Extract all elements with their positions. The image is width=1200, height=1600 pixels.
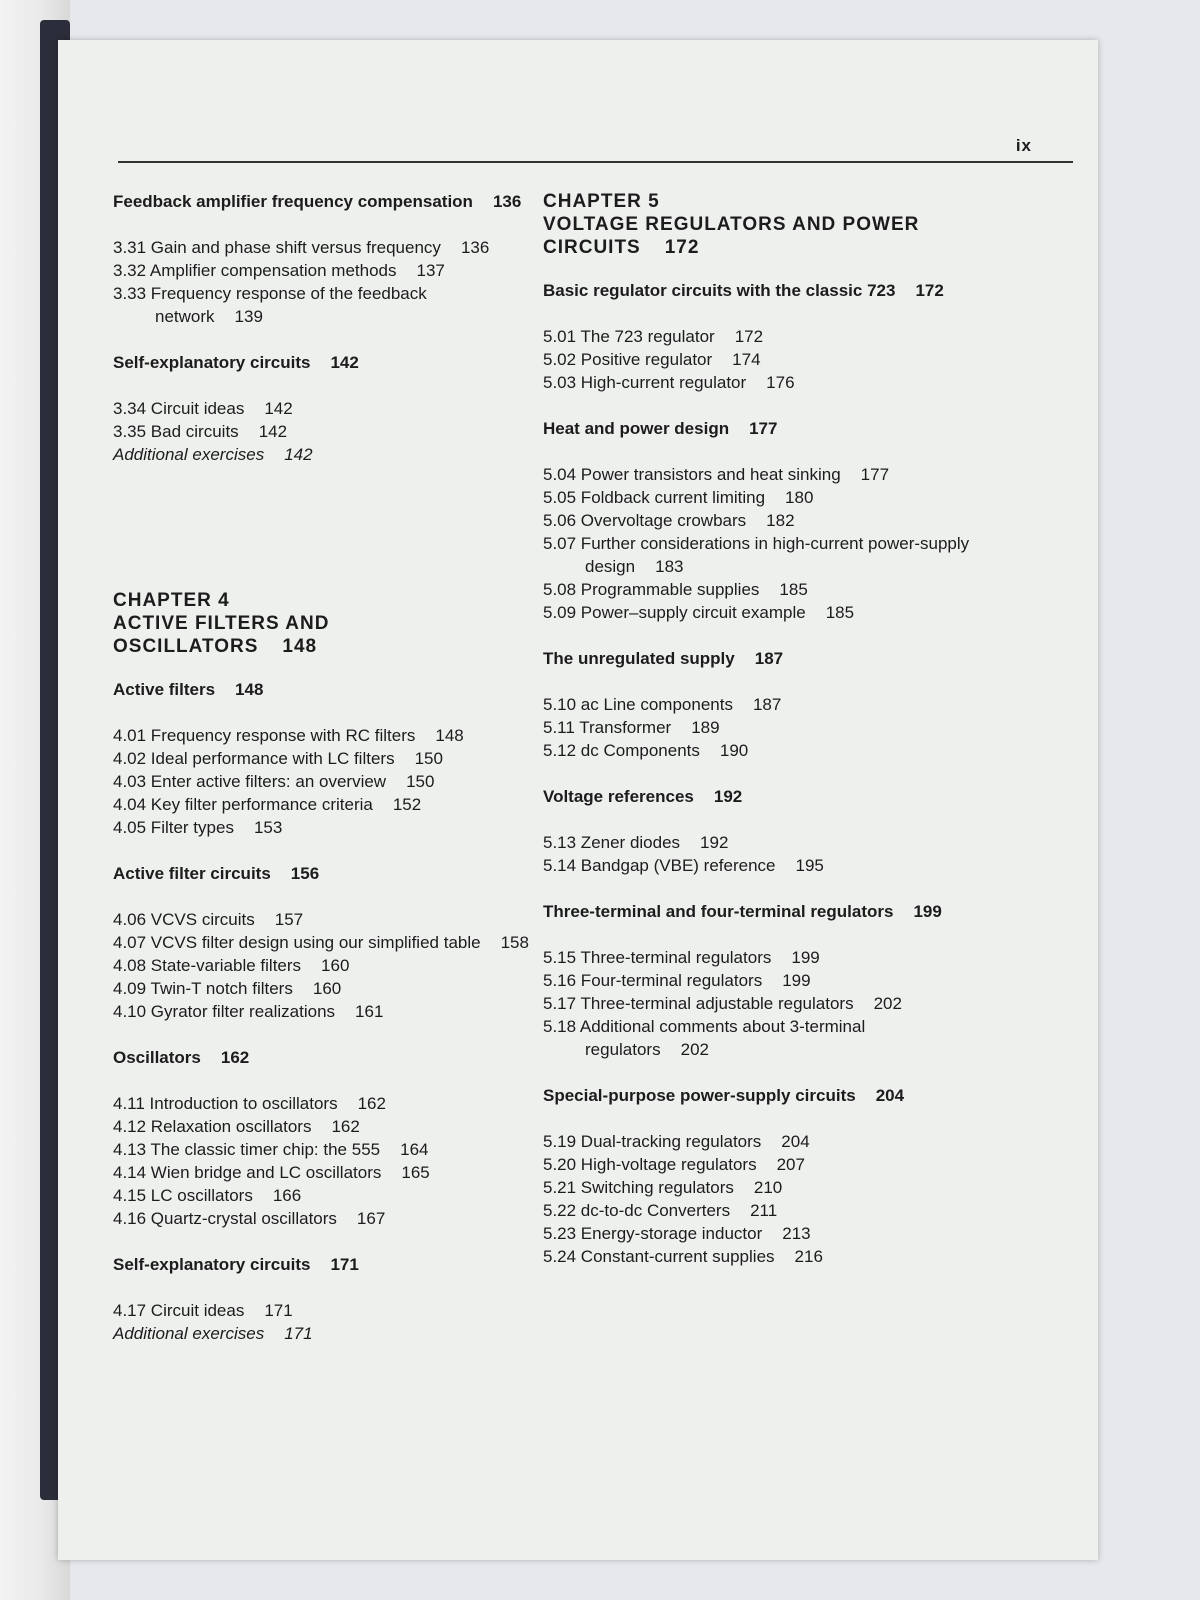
toc-entry bbox=[113, 443, 533, 466]
toc-entry bbox=[543, 854, 983, 877]
section-heading-page: 204 bbox=[875, 1086, 905, 1105]
entry-list bbox=[543, 1130, 983, 1268]
section-heading-page: 177 bbox=[749, 419, 778, 438]
toc-entry-page: 174 bbox=[732, 350, 761, 369]
toc-left-column bbox=[113, 190, 533, 1368]
toc-entry bbox=[113, 724, 533, 747]
toc-entry bbox=[543, 486, 983, 509]
book-page bbox=[58, 40, 1098, 1560]
toc-entry-title: 4.13 The classic timer chip: the 555 bbox=[113, 1140, 381, 1159]
toc-entry bbox=[543, 532, 983, 578]
toc-entry-page: 160 bbox=[321, 956, 350, 975]
toc-entry bbox=[543, 739, 983, 762]
toc-entry-title: 5.22 dc-to-dc Converters bbox=[543, 1201, 731, 1220]
toc-entry-page: 167 bbox=[356, 1209, 386, 1228]
toc-entry-page: 142 bbox=[284, 445, 313, 464]
toc-entry-page: 195 bbox=[795, 856, 824, 875]
toc-entry bbox=[113, 1000, 533, 1023]
toc-entry bbox=[543, 578, 983, 601]
chapter-label: CHAPTER 4 bbox=[113, 590, 230, 611]
section-heading bbox=[113, 862, 533, 885]
toc-entry bbox=[543, 1130, 983, 1153]
section-heading-text: Active filter circuits bbox=[113, 864, 271, 883]
toc-entry-page: 199 bbox=[791, 948, 820, 967]
toc-entry bbox=[543, 348, 983, 371]
toc-entry-page: 157 bbox=[274, 910, 304, 929]
toc-entry bbox=[113, 793, 533, 816]
entry-list bbox=[113, 724, 533, 839]
section-heading-text: Three-terminal and four-terminal regulators bbox=[543, 902, 894, 921]
toc-entry bbox=[113, 931, 533, 954]
toc-entry-title: 4.09 Twin-T notch filters bbox=[113, 979, 293, 998]
toc-entry-title: 5.07 Further considerations in high-current power-supply design bbox=[543, 534, 970, 576]
section-heading-page: 171 bbox=[330, 1255, 359, 1274]
section-heading-page: 199 bbox=[913, 902, 942, 921]
chapter-page: 172 bbox=[664, 237, 700, 258]
toc-entry bbox=[543, 1176, 983, 1199]
toc-entry-title: 4.04 Key filter performance criteria bbox=[113, 795, 373, 814]
toc-entry-page: 182 bbox=[766, 511, 795, 530]
toc-entry-page: 210 bbox=[753, 1178, 783, 1197]
toc-entry-page: 136 bbox=[460, 238, 490, 257]
toc-entry-title: 5.10 ac Line components bbox=[543, 695, 733, 714]
section-heading bbox=[543, 900, 983, 923]
toc-entry-title: 4.02 Ideal performance with LC filters bbox=[113, 749, 395, 768]
toc-entry-page: 202 bbox=[680, 1040, 709, 1059]
toc-entry-page: 177 bbox=[860, 465, 890, 484]
section-heading bbox=[543, 1084, 983, 1107]
entry-list bbox=[113, 1299, 533, 1345]
toc-entry-page: 190 bbox=[719, 741, 749, 760]
toc-entry bbox=[113, 420, 533, 443]
toc-entry-page: 171 bbox=[284, 1324, 313, 1343]
toc-entry-title: 4.03 Enter active filters: an overview bbox=[113, 772, 387, 791]
toc-entry-title: 4.12 Relaxation oscillators bbox=[113, 1117, 312, 1136]
toc-entry-page: 183 bbox=[655, 557, 684, 576]
toc-entry bbox=[113, 977, 533, 1000]
toc-entry-title: 5.12 dc Components bbox=[543, 741, 700, 760]
toc-entry bbox=[113, 1207, 533, 1230]
toc-entry-title: 3.33 Frequency response of the feedback network bbox=[113, 284, 427, 326]
toc-entry-page: 213 bbox=[782, 1224, 811, 1243]
section-heading bbox=[113, 190, 533, 213]
section-heading bbox=[543, 279, 983, 302]
chapter-5-heading bbox=[543, 190, 983, 259]
section-heading-text: Active filters bbox=[113, 680, 216, 699]
section-heading-text: Basic regulator circuits with the classic 723 bbox=[543, 281, 896, 300]
entry-list bbox=[543, 693, 983, 762]
toc-entry-title: 5.01 The 723 regulator bbox=[543, 327, 715, 346]
toc-entry-page: 211 bbox=[750, 1201, 778, 1220]
toc-entry-title: 5.17 Three-terminal adjustable regulators bbox=[543, 994, 854, 1013]
toc-entry-title: 3.31 Gain and phase shift versus frequency bbox=[113, 238, 441, 257]
section-heading-page: 136 bbox=[492, 192, 522, 211]
toc-entry-title: 5.09 Power–supply circuit example bbox=[543, 603, 806, 622]
toc-entry-title: 5.02 Positive regulator bbox=[543, 350, 713, 369]
section-heading-page: 142 bbox=[330, 353, 359, 372]
section-heading bbox=[113, 1046, 533, 1069]
section-heading-text: Heat and power design bbox=[543, 419, 730, 438]
toc-entry-page: 166 bbox=[272, 1186, 302, 1205]
toc-entry-title: Additional exercises bbox=[113, 445, 265, 464]
left-sections bbox=[113, 190, 533, 466]
toc-entry-title: 5.15 Three-terminal regulators bbox=[543, 948, 772, 967]
toc-entry-page: 137 bbox=[416, 261, 445, 280]
toc-entry-title: 3.35 Bad circuits bbox=[113, 422, 239, 441]
toc-entry-title: 5.13 Zener diodes bbox=[543, 833, 681, 852]
toc-entry-title: 4.14 Wien bridge and LC oscillators bbox=[113, 1163, 382, 1182]
toc-entry-page: 150 bbox=[414, 749, 443, 768]
chapter-5-sections bbox=[543, 279, 983, 1268]
toc-entry-page: 185 bbox=[779, 580, 808, 599]
toc-entry-title: 4.16 Quartz-crystal oscillators bbox=[113, 1209, 337, 1228]
toc-entry bbox=[113, 770, 533, 793]
toc-entry-title: 5.24 Constant-current supplies bbox=[543, 1247, 775, 1266]
toc-entry-page: 176 bbox=[766, 373, 795, 392]
section-heading-text: Self-explanatory circuits bbox=[113, 353, 311, 372]
toc-entry bbox=[113, 1138, 533, 1161]
toc-entry bbox=[543, 716, 983, 739]
toc-entry bbox=[113, 397, 533, 420]
toc-entry-page: 153 bbox=[253, 818, 283, 837]
toc-entry-page: 207 bbox=[776, 1155, 805, 1174]
toc-entry bbox=[113, 1161, 533, 1184]
toc-entry-title: 4.17 Circuit ideas bbox=[113, 1301, 245, 1320]
entry-list bbox=[113, 236, 533, 328]
toc-entry bbox=[543, 1153, 983, 1176]
entry-list bbox=[113, 397, 533, 466]
entry-list bbox=[543, 831, 983, 877]
toc-entry-title: 5.19 Dual-tracking regulators bbox=[543, 1132, 762, 1151]
toc-entry bbox=[543, 463, 983, 486]
toc-entry bbox=[113, 1184, 533, 1207]
section-heading-page: 156 bbox=[290, 864, 320, 883]
toc-entry-title: 4.01 Frequency response with RC filters bbox=[113, 726, 416, 745]
toc-entry bbox=[113, 1299, 533, 1322]
toc-entry-title: 5.21 Switching regulators bbox=[543, 1178, 734, 1197]
toc-entry bbox=[543, 1015, 983, 1061]
toc-entry-title: 4.06 VCVS circuits bbox=[113, 910, 255, 929]
toc-entry-title: 5.23 Energy-storage inductor bbox=[543, 1224, 763, 1243]
toc-entry-title: 5.04 Power transistors and heat sinking bbox=[543, 465, 841, 484]
toc-entry-page: 165 bbox=[401, 1163, 430, 1182]
toc-entry-page: 171 bbox=[264, 1301, 293, 1320]
section-heading bbox=[543, 647, 983, 670]
toc-entry bbox=[543, 601, 983, 624]
toc-right-column bbox=[543, 190, 983, 1291]
toc-entry bbox=[543, 693, 983, 716]
toc-entry-page: 161 bbox=[355, 1002, 384, 1021]
section-heading-text: Oscillators bbox=[113, 1048, 201, 1067]
toc-entry bbox=[113, 1322, 533, 1345]
toc-entry-title: 5.03 High-current regulator bbox=[543, 373, 747, 392]
section-heading-page: 187 bbox=[754, 649, 784, 668]
toc-entry bbox=[543, 325, 983, 348]
chapter-4-heading bbox=[113, 589, 533, 658]
toc-entry-title: 4.15 LC oscillators bbox=[113, 1186, 253, 1205]
toc-entry-page: 150 bbox=[406, 772, 435, 791]
toc-entry bbox=[113, 282, 533, 328]
toc-entry bbox=[113, 236, 533, 259]
toc-entry-title: 3.34 Circuit ideas bbox=[113, 399, 245, 418]
toc-entry-page: 204 bbox=[781, 1132, 810, 1151]
toc-entry-title: 4.05 Filter types bbox=[113, 818, 234, 837]
toc-entry bbox=[543, 1222, 983, 1245]
toc-entry bbox=[113, 747, 533, 770]
toc-entry-page: 180 bbox=[785, 488, 814, 507]
toc-entry-title: 3.32 Amplifier compensation methods bbox=[113, 261, 397, 280]
section-heading bbox=[113, 351, 533, 374]
toc-entry-title: 5.11 Transformer bbox=[543, 718, 672, 737]
toc-entry-page: 172 bbox=[734, 327, 764, 346]
section-heading-page: 192 bbox=[713, 787, 743, 806]
toc-entry-title: Additional exercises bbox=[113, 1324, 265, 1343]
toc-entry bbox=[543, 992, 983, 1015]
section-heading-text: Self-explanatory circuits bbox=[113, 1255, 311, 1274]
section-heading bbox=[543, 417, 983, 440]
section-heading bbox=[543, 785, 983, 808]
header-rule bbox=[118, 161, 1073, 163]
section-heading-text: The unregulated supply bbox=[543, 649, 735, 668]
section-heading-page: 148 bbox=[235, 680, 264, 699]
toc-entry bbox=[113, 816, 533, 839]
toc-entry-page: 152 bbox=[392, 795, 422, 814]
toc-entry-page: 142 bbox=[264, 399, 293, 418]
toc-entry-title: 5.18 Additional comments about 3-terminal regulators bbox=[543, 1017, 866, 1059]
toc-entry-page: 164 bbox=[400, 1140, 429, 1159]
entry-list bbox=[543, 325, 983, 394]
toc-entry-page: 162 bbox=[357, 1094, 386, 1113]
chapter-4-sections bbox=[113, 678, 533, 1345]
section-heading-text: Feedback amplifier frequency compensation bbox=[113, 192, 473, 211]
toc-entry-title: 4.07 VCVS filter design using our simplified table bbox=[113, 933, 481, 952]
toc-entry-page: 160 bbox=[312, 979, 342, 998]
entry-list bbox=[113, 908, 533, 1023]
toc-entry-page: 189 bbox=[691, 718, 720, 737]
toc-entry-page: 185 bbox=[825, 603, 855, 622]
toc-entry-title: 5.20 High-voltage regulators bbox=[543, 1155, 757, 1174]
toc-entry-page: 162 bbox=[331, 1117, 360, 1136]
toc-entry bbox=[113, 954, 533, 977]
toc-entry bbox=[113, 259, 533, 282]
toc-entry bbox=[543, 1199, 983, 1222]
chapter-page: 148 bbox=[282, 636, 318, 657]
toc-entry-title: 5.14 Bandgap (VBE) reference bbox=[543, 856, 776, 875]
toc-entry bbox=[113, 1092, 533, 1115]
section-heading bbox=[113, 678, 533, 701]
toc-entry bbox=[113, 908, 533, 931]
section-heading-page: 162 bbox=[220, 1048, 250, 1067]
toc-entry bbox=[113, 1115, 533, 1138]
toc-entry-page: 139 bbox=[234, 307, 263, 326]
chapter-title: VOLTAGE REGULATORS AND POWER CIRCUITS 172 bbox=[543, 214, 920, 258]
toc-entry-page: 202 bbox=[873, 994, 902, 1013]
toc-entry bbox=[543, 1245, 983, 1268]
section-heading bbox=[113, 1253, 533, 1276]
entry-list bbox=[543, 946, 983, 1061]
chapter-title: ACTIVE FILTERS AND OSCILLATORS 148 bbox=[113, 613, 330, 657]
toc-entry-page: 192 bbox=[700, 833, 729, 852]
toc-entry-title: 5.16 Four-terminal regulators bbox=[543, 971, 763, 990]
toc-entry-page: 187 bbox=[752, 695, 782, 714]
toc-entry bbox=[543, 509, 983, 532]
chapter-gap bbox=[113, 489, 533, 589]
toc-entry-title: 5.08 Programmable supplies bbox=[543, 580, 760, 599]
toc-entry-title: 4.10 Gyrator filter realizations bbox=[113, 1002, 336, 1021]
toc-entry-title: 4.11 Introduction to oscillators bbox=[113, 1094, 338, 1113]
section-heading-text: Special-purpose power-supply circuits bbox=[543, 1086, 856, 1105]
toc-entry-title: 4.08 State-variable filters bbox=[113, 956, 302, 975]
toc-entry-title: 5.05 Foldback current limiting bbox=[543, 488, 766, 507]
chapter-label: CHAPTER 5 bbox=[543, 191, 660, 212]
toc-entry-title: 5.06 Overvoltage crowbars bbox=[543, 511, 747, 530]
toc-entry bbox=[543, 831, 983, 854]
toc-entry bbox=[543, 969, 983, 992]
section-heading-page: 172 bbox=[915, 281, 944, 300]
toc-entry-page: 148 bbox=[435, 726, 464, 745]
toc-entry bbox=[543, 371, 983, 394]
toc-entry-page: 216 bbox=[794, 1247, 823, 1266]
toc-entry-page: 199 bbox=[782, 971, 811, 990]
toc-entry-page: 142 bbox=[258, 422, 288, 441]
section-heading-text: Voltage references bbox=[543, 787, 694, 806]
entry-list bbox=[113, 1092, 533, 1230]
page-number: ix bbox=[1015, 136, 1032, 155]
toc-entry bbox=[543, 946, 983, 969]
entry-list bbox=[543, 463, 983, 624]
toc-entry-page: 158 bbox=[500, 933, 529, 952]
